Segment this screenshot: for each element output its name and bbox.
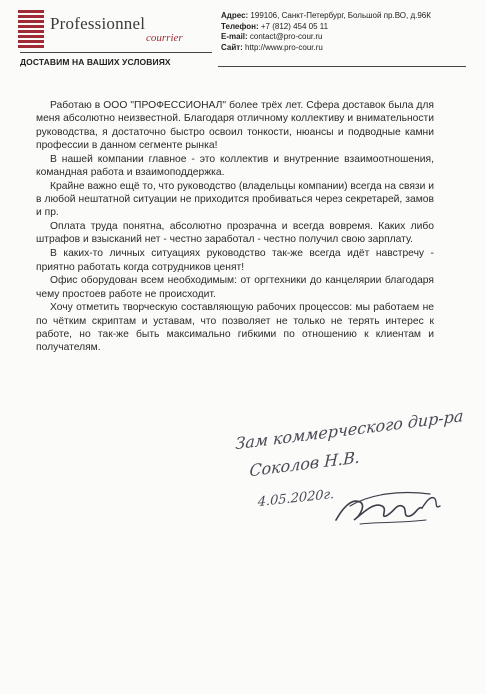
letter-paragraph: Работаю в ООО "ПРОФЕССИОНАЛ" более трёх лет. Сфера доставок была для меня абсолютно неизвестной. Благодаря отличному коллективу и внимательности руководства, я достаточно быстро освоил тонкости, нюансы и подводные камни профессии в данном сегменте рынка! [36, 100, 434, 151]
contact-address: Адрес: 199106, Санкт-Петербург, Большой пр.ВО, д.96К [221, 11, 431, 20]
contact-block [221, 11, 481, 53]
company-slogan: ДОСТАВИМ НА ВАШИХ УСЛОВИЯХ [20, 57, 171, 67]
handwritten-date: 4.05.2020г. [257, 486, 335, 511]
letter-paragraph: Хочу отметить творческую составляющую рабочих процессов: мы работаем не по чётким скриптам и уставам, что позволяет не только не терять интерес к работе, но так-же быть максимально гибкими по отношению к клиентам и получателям. [36, 302, 434, 354]
contact-phone: Телефон: +7 (812) 454 05 11 [221, 21, 329, 31]
letter-paragraph: Крайне важно ещё то, что руководство (владельцы компании) всегда на связи и в любой нештатной ситуации не приходится пробиваться через секретарей, замов и пр. [36, 180, 434, 219]
letter-paragraph: Оплата труда понятна, абсолютно прозрачна и всегда вовремя. Каких либо штрафов и взысканий нет - честно заработал - честно получил свою зарплату. [36, 221, 434, 246]
letter-body [36, 99, 434, 355]
header-divider [20, 52, 212, 53]
signature-icon [330, 476, 450, 536]
company-name: Professionnel [50, 14, 146, 33]
handwritten-name: Соколов Н.В. [248, 447, 361, 481]
letter-paragraph: В нашей компании главное - это коллектив и внутренние взаимоотношения, командная работа и взаимоподдержка. [36, 153, 434, 178]
letter-paragraph: В каких-то личных ситуациях руководство так-же всегда идёт навстречу - приятно работать когда сотрудников ценят! [36, 248, 434, 273]
header-divider-right [218, 66, 466, 67]
contact-email: E-mail: contact@pro-cour.ru [221, 32, 323, 42]
letter-paragraph: Офис оборудован всем необходимым: от оргтехники до канцелярии благодаря чему простоев работе не происходит. [36, 275, 434, 300]
company-sub: courrier [146, 32, 183, 44]
logo-stripes-icon [18, 10, 44, 48]
handwritten-position: Зам коммерческого дир-ра [234, 406, 464, 454]
contact-website: Сайт: http://www.pro-cour.ru [221, 42, 323, 52]
